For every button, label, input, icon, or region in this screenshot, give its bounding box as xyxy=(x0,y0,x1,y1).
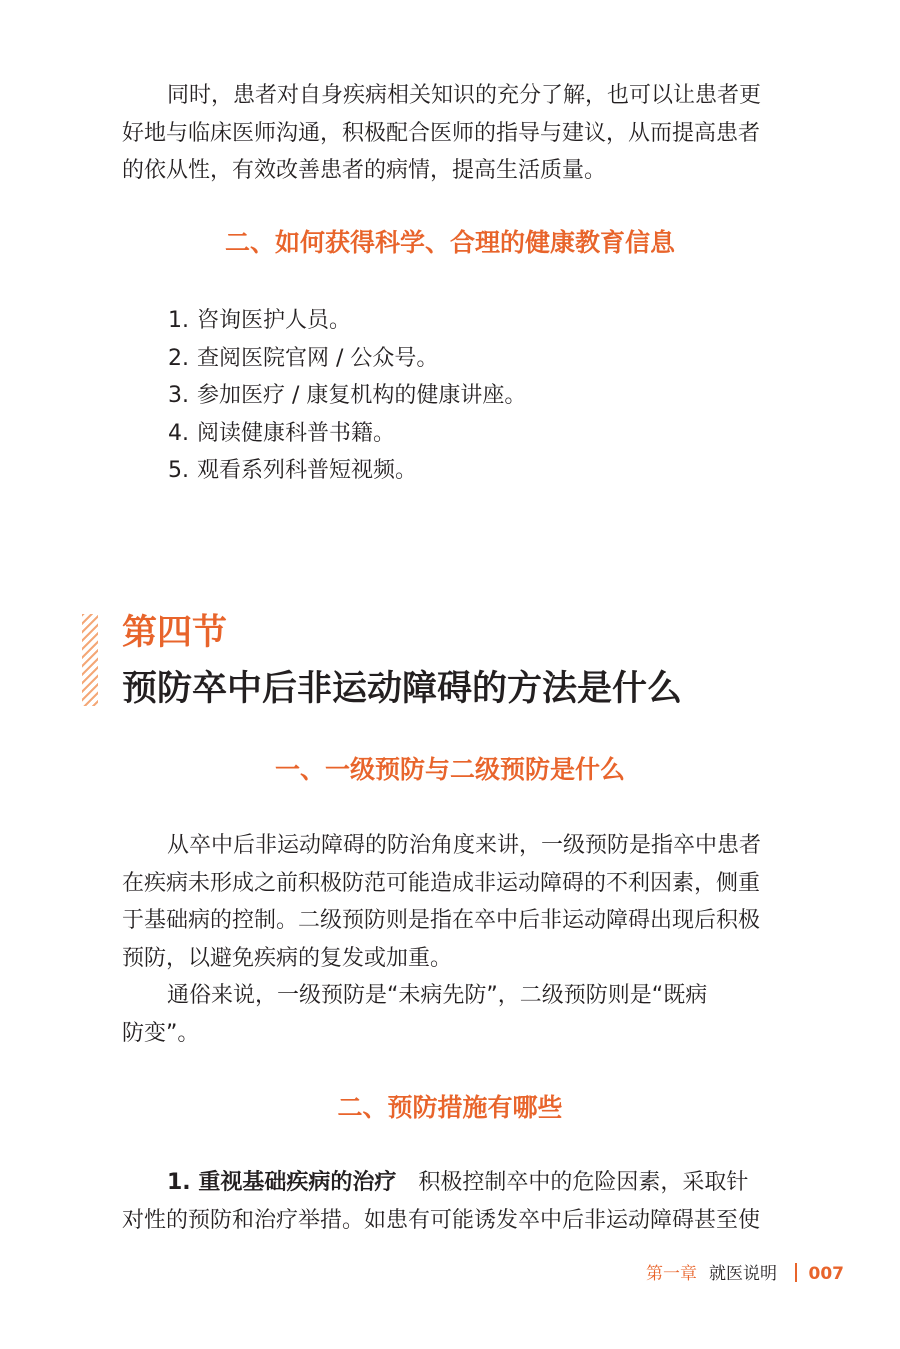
footer-chapter: 第一章 xyxy=(646,1264,697,1284)
text-line: 预防，以避免疾病的复发或加重。 xyxy=(122,945,453,971)
section-heading-info: 二、如何获得科学、合理的健康教育信息 xyxy=(224,228,675,257)
text-line: 通俗来说，一级预防是“未病先防”，二级预防则是“既病 xyxy=(167,983,708,1008)
section-heading-two: 二、预防措施有哪些 xyxy=(337,1093,563,1122)
section-heading-one: 一、一级预防与二级预防是什么 xyxy=(274,755,625,784)
section-one-paragraph-2 xyxy=(122,977,784,1052)
info-source-list xyxy=(168,302,526,490)
item-label: 1. 重视基础疾病的治疗 xyxy=(167,1170,397,1195)
text-line: 同时，患者对自身疾病相关知识的充分了解，也可以让患者更 xyxy=(167,83,762,108)
list-item: 1. 咨询医护人员。 xyxy=(168,308,352,333)
footer-chapter-title: 就医说明 xyxy=(709,1264,777,1284)
list-item: 3. 参加医疗 / 康复机构的健康讲座。 xyxy=(168,383,527,408)
footer-divider xyxy=(795,1263,797,1282)
list-item: 2. 查阅医院官网 / 公众号。 xyxy=(168,345,439,371)
intro-paragraph xyxy=(122,77,784,190)
chapter-number: 第四节 xyxy=(122,613,228,653)
text-line: 对性的预防和治疗举措。如患有可能诱发卒中后非运动障碍甚至使 xyxy=(122,1207,761,1233)
section-two-item-1 xyxy=(122,1164,784,1239)
text-line xyxy=(122,1164,784,1202)
text-line: 防变”。 xyxy=(122,1020,200,1046)
text-line: 从卒中后非运动障碍的防治角度来讲，一级预防是指卒中患者 xyxy=(167,833,762,858)
chapter-hatch-decoration xyxy=(82,614,98,706)
list-item: 5. 观看系列科普短视频。 xyxy=(168,458,418,483)
section-one-paragraph-1 xyxy=(122,827,784,977)
list-item: 4. 阅读健康科普书籍。 xyxy=(168,420,396,446)
text-line: 好地与临床医师沟通，积极配合医师的指导与建议，从而提高患者 xyxy=(122,120,761,146)
text-line: 于基础病的控制。二级预防则是指在卒中后非运动障碍出现后积极 xyxy=(122,908,761,933)
item-text: 积极控制卒中的危险因素，采取针 xyxy=(418,1170,749,1195)
page-footer xyxy=(646,1261,844,1287)
page-number: 007 xyxy=(808,1264,844,1284)
text-line: 在疾病未形成之前积极防范可能造成非运动障碍的不利因素，侧重 xyxy=(122,870,761,896)
chapter-title: 预防卒中后非运动障碍的方法是什么 xyxy=(122,669,683,709)
text-line: 的依从性，有效改善患者的病情，提高生活质量。 xyxy=(122,158,607,183)
